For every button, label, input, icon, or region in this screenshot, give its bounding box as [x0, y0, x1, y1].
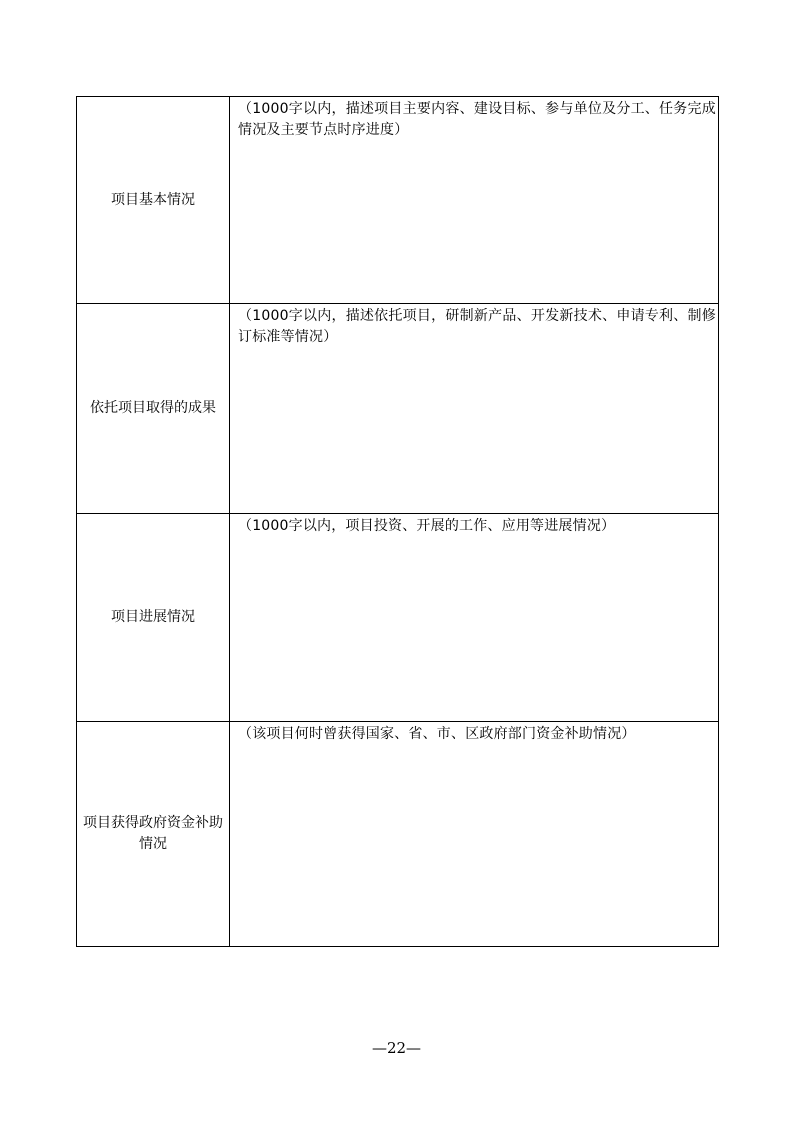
content-field-progress[interactable]	[230, 514, 719, 722]
row-label-progress: 项目进展情况	[77, 514, 230, 722]
row-label-achievements: 依托项目取得的成果	[77, 304, 230, 514]
row-label-government-funding: 项目获得政府资金补助情况	[77, 722, 230, 947]
content-field-achievements[interactable]	[230, 304, 719, 514]
field-hint: （1000字以内，项目投资、开展的工作、应用等进展情况）	[238, 518, 616, 534]
content-field-government-funding[interactable]	[230, 722, 719, 947]
field-hint: （该项目何时曾获得国家、省、市、区政府部门资金补助情况）	[238, 726, 636, 742]
table-row	[77, 722, 719, 947]
field-hint: （1000字以内，描述项目主要内容、建设目标、参与单位及分工、任务完成情况及主要节点时序进度）	[238, 101, 716, 138]
field-hint: （1000字以内，描述依托项目，研制新产品、开发新技术、申请专利、制修订标准等情况）	[238, 308, 716, 345]
project-form-table	[76, 96, 719, 947]
content-field-basic-info[interactable]	[230, 97, 719, 304]
table-row	[77, 304, 719, 514]
table-row	[77, 97, 719, 304]
row-label-basic-info: 项目基本情况	[77, 97, 230, 304]
page-number: —22—	[371, 1039, 422, 1057]
table-row	[77, 514, 719, 722]
